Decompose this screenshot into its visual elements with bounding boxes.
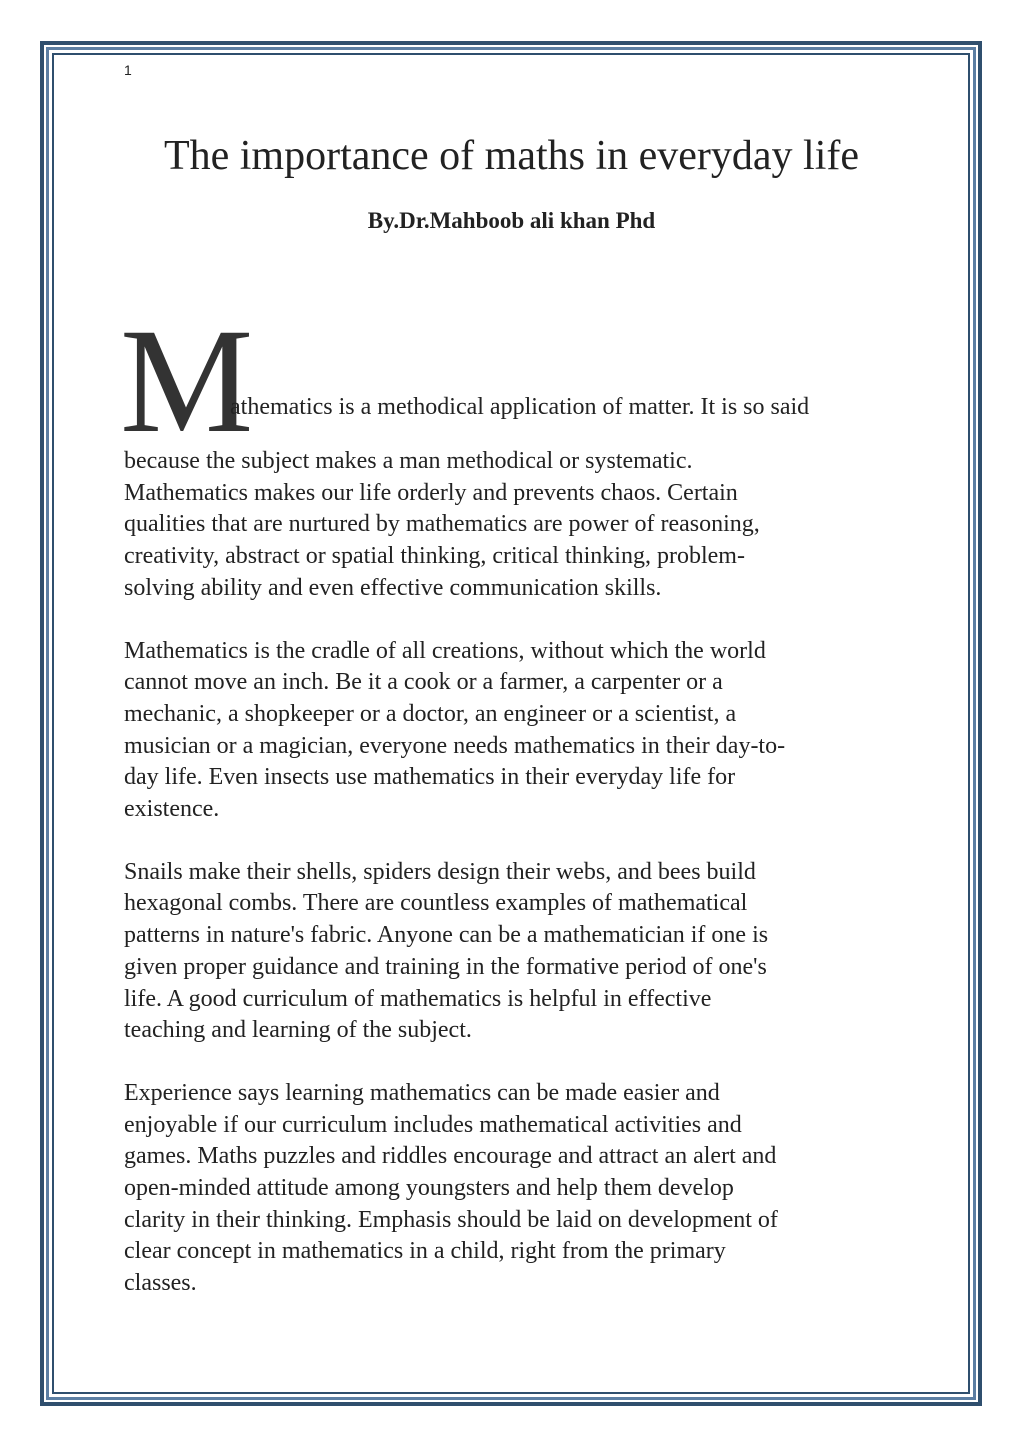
- first-line-text: athematics is a methodical application of matter. It is so said: [230, 394, 810, 420]
- paragraph-3: Snails make their shells, spiders design their webs, and bees build hexagonal combs. There are countless examples of mathematical patterns in nature's fabric. Anyone can be a mathematician if one is given proper guidance and training in the formative period of one's life. A good curriculum of mathematics is helpful in effective teaching and learning of the subject.: [124, 858, 769, 1044]
- paragraph-2: Mathematics is the cradle of all creations, without which the world cannot move an inch. Be it a cook or a farmer, a carpenter or a mechanic, a shopkeeper or a doctor, an engineer or a scientist, a musician or a magician, everyone needs mathematics in their day-to- day life. Even insects use mathematics in their everyday life for existence.: [124, 637, 786, 823]
- page-number: 1: [124, 62, 132, 78]
- paragraph-1: because the subject makes a man methodical or systematic. Mathematics makes our life orderly and prevents chaos. Certain qualities that are nurtured by mathematics are power of reasoning, creativity, abstract or spatial thinking, critical thinking, problem- solving ability and even effective communication skills.: [124, 448, 760, 601]
- document-title: The importance of maths in everyday life: [163, 133, 860, 179]
- document-author: By.Dr.Mahboob ali khan Phd: [367, 208, 656, 233]
- body-text: [124, 446, 904, 1331]
- drop-cap-letter: M: [120, 298, 254, 464]
- paragraph-4: Experience says learning mathematics can be made easier and enjoyable if our curriculum includes mathematical activities and games. Maths puzzles and riddles encourage and attract an alert and open-minded attitude among youngsters and help them develop clarity in their thinking. Emphasis should be laid on development of clear concept in mathematics in a child, right from the primary classes.: [124, 1079, 778, 1297]
